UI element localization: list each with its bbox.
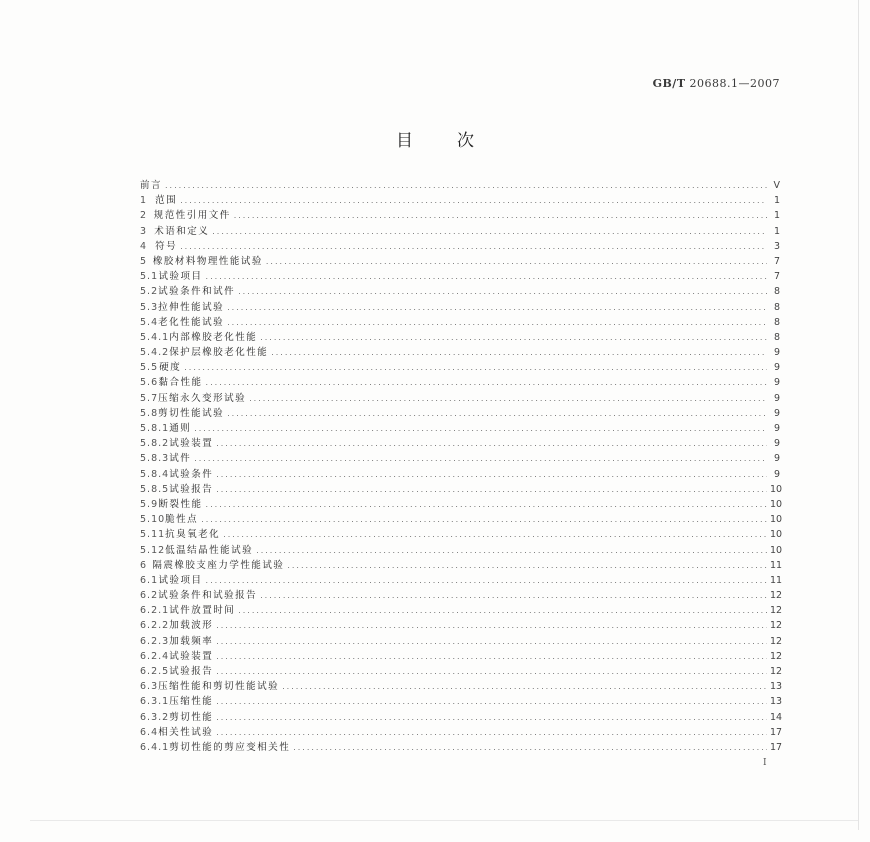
toc-entry-title: 试验项目 [158,574,203,586]
toc-dot-leader [227,406,767,421]
toc-entry-page: 8 [773,331,780,343]
toc-title: 目次 [396,131,518,151]
toc-entry-title: 拉伸性能试验 [158,301,225,313]
toc-entry-number: 5.3 [140,301,159,313]
toc-entry-title: 加载波形 [169,620,214,632]
toc-entry-title: 脆性点 [165,514,199,526]
toc-entry [140,254,780,269]
toc-entry-title: 试验条件和试验报告 [158,590,258,602]
toc-entry-title: 试验条件和试件 [158,286,236,298]
toc-entry-number: 6.4.1 [140,741,170,753]
toc-dot-leader [238,603,767,618]
toc-entry [140,375,780,390]
toc-dot-leader [206,497,767,512]
toc-entry-page: 12 [770,590,783,602]
toc-entry-title: 橡胶材料物理性能试验 [152,255,263,267]
toc-dot-leader [223,527,767,542]
toc-entry-page: 10 [770,483,783,495]
toc-dot-leader [201,512,767,527]
toc-entry-number: 5.2 [140,286,159,298]
toc-entry-page: 8 [773,316,780,328]
toc-entry-page: 10 [770,514,783,526]
toc-entry-page: 1 [773,225,780,237]
toc-entry-page: 9 [773,453,780,465]
toc-entry-title: 试件放置时间 [169,605,236,617]
toc-entry [140,573,783,588]
toc-dot-leader [227,300,767,315]
toc-entry-title: 断裂性能 [158,498,203,510]
toc-dot-leader [260,588,767,603]
table-of-contents [140,178,783,755]
toc-entry [140,710,783,725]
toc-entry [140,558,783,573]
toc-dot-leader [194,451,767,466]
toc-entry-title: 低温结晶性能试验 [165,544,254,556]
toc-entry [140,239,780,254]
toc-entry-title: 前言 [140,180,163,191]
toc-entry-title: 压缩永久变形试验 [158,392,247,404]
toc-entry [140,345,780,360]
page-number: I [763,758,767,768]
toc-entry [140,421,780,436]
toc-dot-leader [216,694,767,709]
toc-dot-leader [216,618,767,633]
toc-entry-title: 保护层橡胶老化性能 [169,347,269,359]
toc-entry-page: V [773,180,780,191]
toc-entry-title: 试验报告 [169,483,214,495]
toc-entry-title: 试验报告 [169,666,214,677]
toc-entry-page: 12 [770,605,783,617]
toc-dot-leader [271,345,767,360]
toc-entry-page: 12 [770,650,783,662]
toc-dot-leader [216,664,767,679]
toc-entry [140,664,783,679]
toc-entry-number: 5.4.1 [140,331,170,343]
toc-entry-number: 5.1 [140,271,159,283]
toc-entry [140,588,783,603]
toc-dot-leader [216,482,767,497]
toc-entry-number: 6.4 [140,726,159,738]
toc-entry-number: 6.2.2 [140,620,170,632]
toc-dot-leader [184,360,767,375]
toc-dot-leader [216,436,767,451]
toc-entry [140,269,780,284]
toc-entry [140,725,783,740]
toc-entry-number: 5.8.2 [140,438,170,450]
toc-entry-title: 老化性能试验 [158,316,225,328]
toc-entry [140,467,780,482]
toc-entry-title: 试验项目 [158,271,203,283]
toc-entry-number: 5.8.4 [140,468,170,480]
toc-entry-page: 8 [773,301,780,313]
toc-entry [140,208,780,223]
scan-edge [858,0,859,830]
toc-entry-page: 10 [770,529,783,541]
toc-entry-title: 加载频率 [169,635,214,647]
toc-entry [140,360,780,375]
toc-dot-leader [260,330,767,345]
toc-entry-number: 1 [140,195,148,207]
toc-entry-number: 6.3.1 [140,696,170,708]
toc-entry-number: 2 [140,210,148,222]
standard-number [653,77,780,90]
toc-dot-leader [216,710,767,725]
toc-entry-page: 10 [770,498,783,510]
toc-dot-leader [194,421,767,436]
toc-entry-page: 17 [770,726,783,738]
toc-entry [140,300,780,315]
toc-entry-number: 5.4 [140,316,159,328]
toc-entry-number: 5.4.2 [140,347,170,359]
toc-entry-page: 1 [773,210,780,222]
toc-entry-number: 6.2.3 [140,635,170,647]
toc-dot-leader [212,224,767,239]
standard-code: 20688.1—2007 [689,77,780,90]
toc-entry-page: 9 [773,438,780,450]
toc-dot-leader [216,649,767,664]
toc-entry-title: 压缩性能和剪切性能试验 [158,681,280,693]
toc-entry-page: 3 [773,240,780,252]
toc-entry-page: 9 [773,468,780,480]
toc-dot-leader [206,269,767,284]
toc-entry-number: 5.9 [140,498,159,510]
toc-entry-page: 13 [770,696,783,708]
toc-dot-leader [293,740,767,755]
toc-entry [140,497,783,512]
toc-entry [140,527,783,542]
toc-entry-page: 13 [770,681,783,693]
toc-entry-page: 7 [773,271,780,283]
toc-entry-number: 3 [140,225,148,237]
toc-entry-number: 5.7 [140,392,159,404]
toc-entry-page: 9 [773,362,780,374]
toc-entry-title: 隔震橡胶支座力学性能试验 [152,559,285,571]
toc-entry [140,330,780,345]
toc-entry [140,649,783,664]
toc-entry-number: 4 [140,240,148,252]
toc-entry [140,482,783,497]
toc-dot-leader [216,634,767,649]
toc-entry-number: 6.3.2 [140,711,170,723]
toc-entry [140,740,783,755]
toc-entry-title: 试验装置 [169,650,214,662]
toc-entry [140,406,780,421]
toc-entry [140,679,783,694]
toc-entry-title: 试验装置 [169,438,214,450]
toc-entry-page: 12 [770,635,783,647]
toc-entry-title: 抗臭氧老化 [165,529,221,541]
toc-entry-page: 9 [773,392,780,404]
toc-entry [140,451,780,466]
toc-entry-number: 6.2.5 [140,666,170,677]
toc-entry-title: 通则 [169,423,192,434]
toc-dot-leader [206,375,767,390]
toc-dot-leader [249,391,767,406]
toc-entry-page: 12 [770,620,783,632]
toc-entry-number: 5.8 [140,407,159,419]
toc-entry-title: 黏合性能 [158,377,203,389]
toc-entry [140,391,780,406]
toc-entry-number: 5.8.1 [140,423,170,434]
standard-prefix: GB/T [652,77,686,90]
toc-dot-leader [238,284,767,299]
toc-dot-leader [180,193,767,208]
toc-entry [140,512,783,527]
toc-entry-title: 试件 [169,453,192,465]
toc-entry-page: 9 [773,377,780,389]
toc-entry-number: 5.10 [140,514,166,526]
toc-entry-title: 术语和定义 [154,225,210,237]
toc-entry-title: 相关性试验 [158,726,214,738]
toc-entry-page: 8 [773,286,780,298]
toc-dot-leader [165,178,767,193]
toc-entry-number: 5.12 [140,544,166,556]
toc-entry-title: 试验条件 [169,468,214,480]
toc-entry [140,178,780,193]
toc-entry-number: 6.2.4 [140,650,170,662]
toc-dot-leader [180,239,767,254]
toc-dot-leader [227,315,767,330]
toc-entry-title: 剪切性能的剪应变相关性 [169,741,291,753]
toc-entry-number: 5.5 [140,362,159,374]
toc-dot-leader [216,467,767,482]
toc-entry-page: 1 [773,195,780,207]
toc-dot-leader [256,543,767,558]
toc-entry [140,603,783,618]
scan-edge [30,820,858,821]
toc-entry-page: 9 [773,423,780,434]
toc-entry [140,224,780,239]
toc-entry-page: 9 [773,407,780,419]
toc-entry-title: 范围 [155,195,178,207]
toc-entry-title: 剪切性能试验 [158,407,225,419]
toc-entry-title: 硬度 [159,362,182,374]
toc-entry-page: 14 [770,711,783,723]
toc-entry-number: 6.1 [140,574,159,586]
toc-entry-page: 12 [770,666,783,677]
toc-entry [140,193,780,208]
toc-entry [140,634,783,649]
toc-entry-number: 6.2.1 [140,605,170,617]
toc-entry-page: 17 [770,741,783,753]
toc-entry-number: 6.2 [140,590,159,602]
toc-dot-leader [206,573,767,588]
toc-entry [140,694,783,709]
toc-entry-title: 剪切性能 [169,711,214,723]
toc-dot-leader [216,725,767,740]
toc-entry-number: 6.3 [140,681,159,693]
toc-entry-number: 5 [140,255,148,267]
toc-entry-page: 11 [770,574,783,586]
toc-dot-leader [287,558,767,573]
toc-entry-title: 压缩性能 [169,696,214,708]
toc-entry-page: 7 [773,255,780,267]
toc-entry-number: 5.8.5 [140,483,170,495]
toc-entry [140,543,783,558]
toc-entry-page: 11 [770,559,783,571]
toc-dot-leader [282,679,767,694]
toc-entry-title: 内部橡胶老化性能 [169,331,258,343]
toc-entry-number: 5.6 [140,377,159,389]
toc-entry-number: 5.8.3 [140,453,170,465]
toc-entry [140,315,780,330]
toc-dot-leader [234,208,767,223]
toc-entry-number: 5.11 [140,529,166,541]
toc-entry-title: 符号 [155,240,178,252]
toc-dot-leader [266,254,767,269]
toc-entry [140,618,783,633]
toc-entry-page: 10 [770,544,783,556]
toc-entry-page: 9 [773,347,780,359]
toc-entry-title: 规范性引用文件 [153,210,231,222]
toc-entry-number: 6 [140,559,148,571]
toc-entry [140,436,780,451]
toc-entry [140,284,780,299]
